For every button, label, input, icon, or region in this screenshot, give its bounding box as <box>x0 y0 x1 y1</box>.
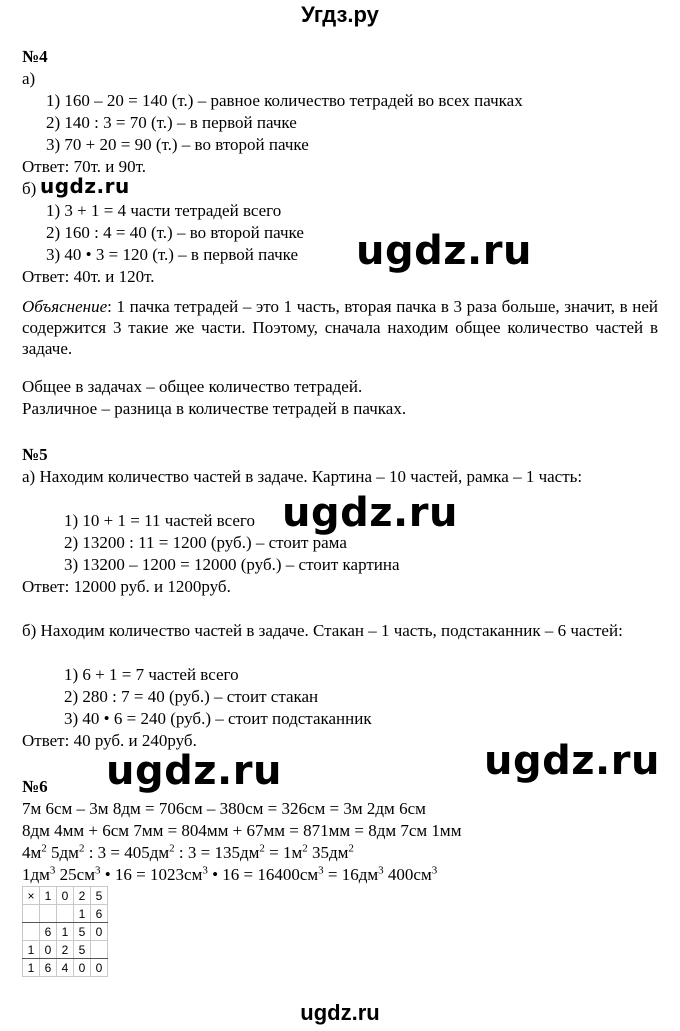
task5-b-line-2: 2) 280 : 7 = 40 (руб.) – стоит стакан <box>64 687 319 706</box>
t6l3-s6: 2 <box>348 842 354 855</box>
t6l4-s1: 3 <box>49 864 56 877</box>
task5-heading: №5 <box>22 445 48 464</box>
mult-cell: 5 <box>74 941 91 959</box>
task6-line-4 <box>22 864 437 885</box>
t6l4-p1: 1дм <box>22 865 50 884</box>
task5-b-line-1: 1) 6 + 1 = 7 частей всего <box>64 665 239 684</box>
mult-cell: 4 <box>57 959 74 977</box>
mult-cell: 0 <box>91 959 108 977</box>
task5-b-answer: Ответ: 40 руб. и 240руб. <box>22 731 197 750</box>
multiplication-grid <box>22 886 108 977</box>
t6l3-p6: 35дм <box>307 843 349 862</box>
mult-row <box>23 959 108 977</box>
mult-cell: 0 <box>40 941 57 959</box>
mult-cell: 1 <box>57 923 74 941</box>
task4-b-line-3: 3) 40 • 3 = 120 (т.) – в первой пачке <box>46 245 298 264</box>
t6l3-p5: = 1м <box>264 843 303 862</box>
task4-heading: №4 <box>22 47 48 66</box>
task5-a-answer: Ответ: 12000 руб. и 1200руб. <box>22 577 231 596</box>
task5-a-line-1: 1) 10 + 1 = 11 частей всего <box>64 511 255 530</box>
mult-cell: 0 <box>74 959 91 977</box>
mult-cell: 1 <box>40 887 57 905</box>
t6l3-s4: 2 <box>259 842 265 855</box>
t6l4-p4: • 16 = 16400см <box>207 865 319 884</box>
task4-a-line-2: 2) 140 : 3 = 70 (т.) – в первой пачке <box>46 113 297 132</box>
t6l4-p2: 25см <box>55 865 95 884</box>
mult-cell: 1 <box>74 905 91 923</box>
t6l4-p3: • 16 = 1023см <box>100 865 203 884</box>
task4-a-label: а) <box>22 69 36 88</box>
mult-cell: 2 <box>74 887 91 905</box>
site-footer: ugdz.ru <box>300 1000 380 1025</box>
watermark: ugdz.ru <box>40 174 130 198</box>
mult-cell: 5 <box>91 887 108 905</box>
task5-b-line-3: 3) 40 • 6 = 240 (руб.) – стоит подстаканник <box>64 709 372 728</box>
watermark: ugdz.ru <box>282 490 458 536</box>
t6l4-p6: 400см <box>383 865 432 884</box>
task5-a-line-2: 2) 13200 : 11 = 1200 (руб.) – стоит рама <box>64 533 347 552</box>
mult-row <box>23 923 108 941</box>
task4-b-line-1: 1) 3 + 1 = 4 части тетрадей всего <box>46 201 282 220</box>
task4-a-line-1: 1) 160 – 20 = 140 (т.) – равное количество тетрадей во всех пачках <box>46 91 523 110</box>
t6l3-s5: 2 <box>302 842 308 855</box>
t6l4-s6: 3 <box>431 864 438 877</box>
task5-b-intro: б) Находим количество частей в задаче. Стакан – 1 часть, подстаканник – 6 частей: <box>22 621 623 640</box>
mult-cell: 5 <box>74 923 91 941</box>
t6l4-p5: = 16дм <box>323 865 379 884</box>
t6l4-s4: 3 <box>318 864 324 877</box>
mult-cell: 6 <box>40 959 57 977</box>
task4-common: Общее в задачах – общее количество тетрадей. <box>22 377 363 396</box>
mult-cell <box>91 941 108 959</box>
task4-b-label: б) <box>22 179 37 198</box>
mult-cell: 6 <box>91 905 108 923</box>
mult-cell <box>57 905 74 923</box>
mult-row <box>23 941 108 959</box>
t6l3-s3: 2 <box>169 842 175 855</box>
task4-b-answer: Ответ: 40т. и 120т. <box>22 267 155 286</box>
t6l3-p1: 4м <box>22 843 42 862</box>
mult-cell: 1 <box>23 941 40 959</box>
mult-cell: 1 <box>23 959 40 977</box>
t6l3-p3: : 3 = 405дм <box>84 843 170 862</box>
t6l3-s1: 2 <box>41 842 47 855</box>
task4-a-line-3: 3) 70 + 20 = 90 (т.) – во второй пачке <box>46 135 309 154</box>
t6l4-s5: 3 <box>378 864 384 877</box>
watermark: ugdz.ru <box>484 738 660 784</box>
t6l4-s3: 3 <box>202 864 208 877</box>
task4-explanation <box>22 296 658 359</box>
mult-cell: 0 <box>57 887 74 905</box>
t6l4-s2: 3 <box>94 864 101 877</box>
task4-a-answer: Ответ: 70т. и 90т. <box>22 157 146 176</box>
task6-line-2: 8дм 4мм + 6см 7мм = 804мм + 67мм = 871мм = 8дм 7см 1мм <box>22 821 462 840</box>
explanation-label: Объяснение <box>22 297 108 316</box>
watermark: ugdz.ru <box>106 748 282 794</box>
task5-a-line-3: 3) 13200 – 1200 = 12000 (руб.) – стоит картина <box>64 555 400 574</box>
t6l3-p2: 5дм <box>46 843 79 862</box>
task6-line-1: 7м 6см – 3м 8дм = 706см – 380см = 326см = 3м 2дм 6см <box>22 799 426 818</box>
mult-cell: 0 <box>91 923 108 941</box>
mult-cell: × <box>23 887 40 905</box>
t6l3-s2: 2 <box>78 842 85 855</box>
t6l3-p4: : 3 = 135дм <box>174 843 260 862</box>
mult-cell <box>23 923 40 941</box>
site-header: Угдз.ру <box>301 2 379 27</box>
task6-heading: №6 <box>22 777 48 796</box>
task4-b-line-2: 2) 160 : 4 = 40 (т.) – во второй пачке <box>46 223 304 242</box>
mult-cell <box>40 905 57 923</box>
mult-cell: 6 <box>40 923 57 941</box>
mult-row <box>23 887 108 905</box>
watermark: ugdz.ru <box>356 228 532 274</box>
task4-different: Различное – разница в количестве тетрадей в пачках. <box>22 399 407 418</box>
mult-cell <box>23 905 40 923</box>
mult-row <box>23 905 108 923</box>
mult-cell: 2 <box>57 941 74 959</box>
explanation-text: : 1 пачка тетрадей – это 1 часть, вторая пачка в 3 раза больше, значит, в ней содержится 3 такие же части. Поэтому, сначала находим общее количество частей в задаче. <box>22 297 658 358</box>
task6-line-3 <box>22 842 354 863</box>
task5-a-intro: а) Находим количество частей в задаче. Картина – 10 частей, рамка – 1 часть: <box>22 467 583 486</box>
